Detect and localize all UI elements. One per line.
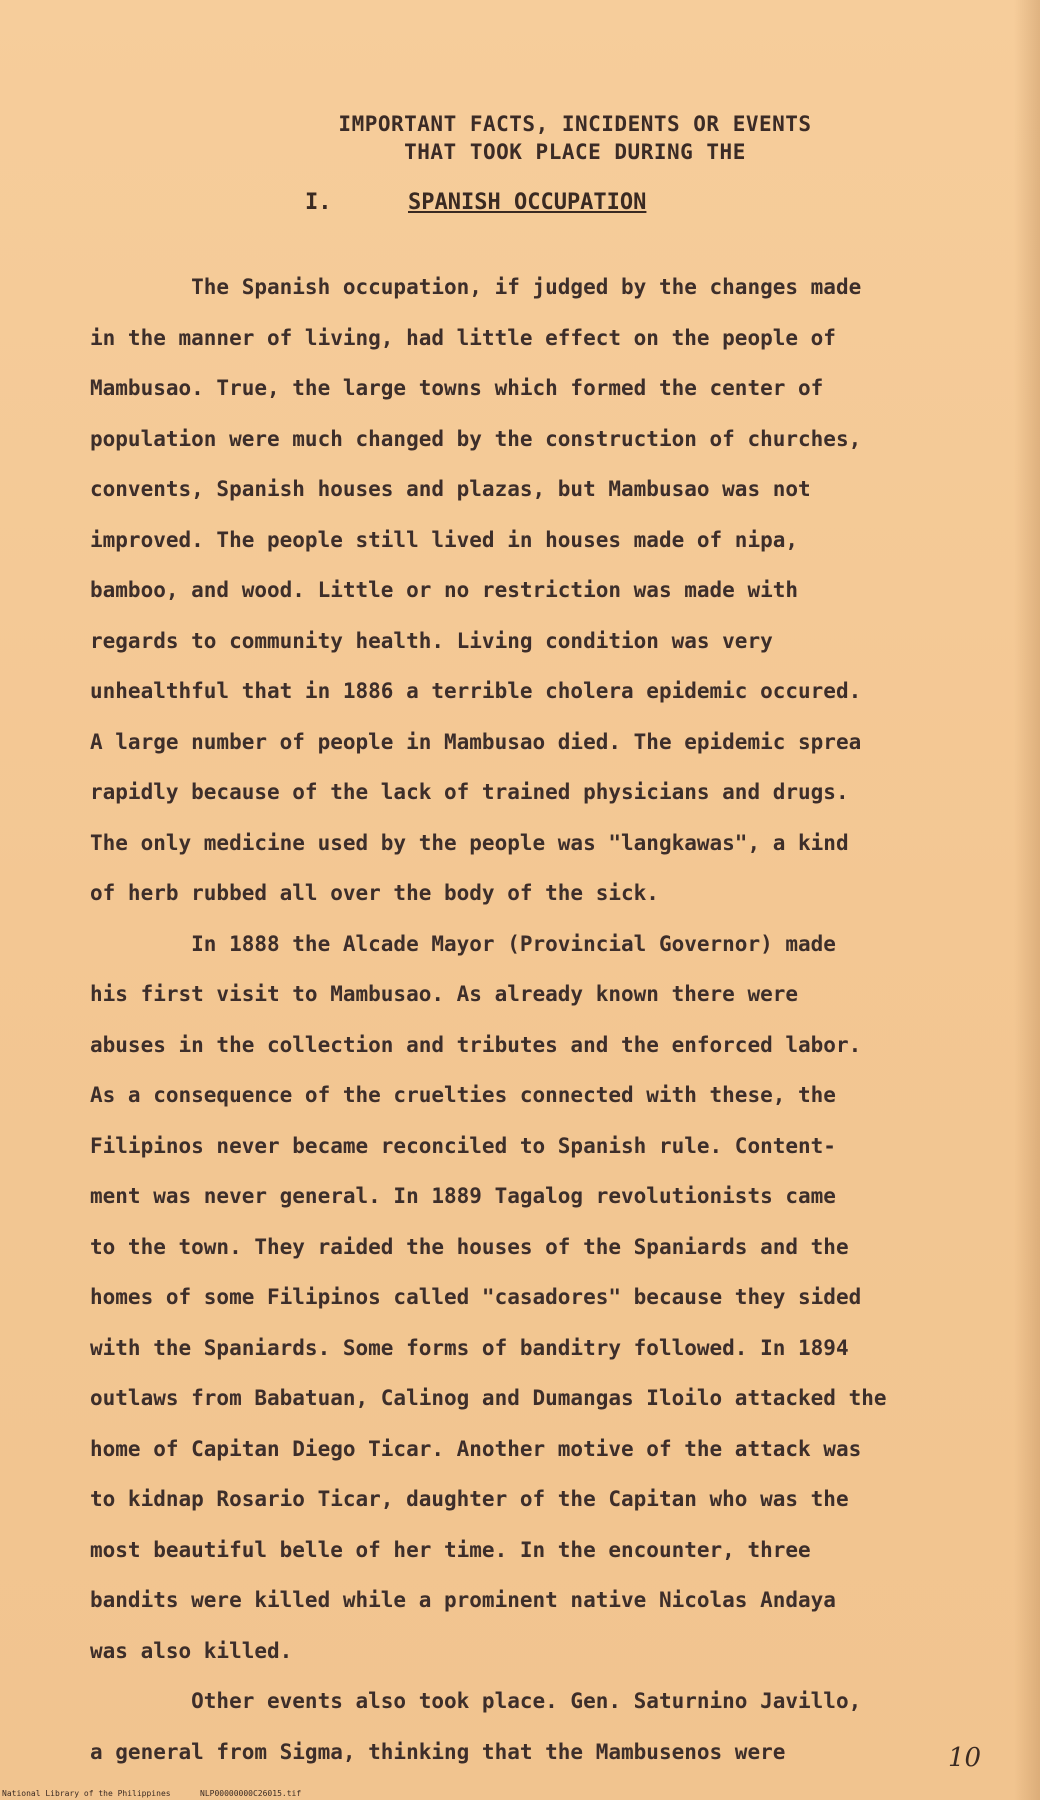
text-line: ment was never general. In 1889 Tagalog revolutionists came xyxy=(90,1184,836,1208)
text-line: unhealthful that in 1886 a terrible cholera epidemic occured. xyxy=(90,679,862,703)
text-line: most beautiful belle of her time. In the encounter, three xyxy=(90,1537,811,1562)
section-number: I. xyxy=(305,190,332,215)
text-line: home of Capitan Diego Ticar. Another motive of the attack was xyxy=(90,1436,862,1461)
text-line: was also killed. xyxy=(90,1638,293,1663)
text-line: Filipinos never became reconciled to Spanish rule. Content- xyxy=(90,1133,836,1158)
text-line: his first visit to Mambusao. As already known there were xyxy=(90,982,799,1006)
text-line: As a consequence of the cruelties connected with these, the xyxy=(90,1083,836,1107)
text-line: to kidnap Rosario Ticar, daughter of the Capitan who was the xyxy=(90,1487,849,1511)
handwritten-page-number: 10 xyxy=(948,1743,982,1773)
text-line: of herb rubbed all over the body of the sick. xyxy=(90,881,659,905)
text-line: In 1888 the Alcade Mayor (Provincial Governor) made xyxy=(90,931,836,956)
text-line: abuses in the collection and tributes and the enforced labor. xyxy=(90,1032,862,1057)
section-title: SPANISH OCCUPATION xyxy=(408,190,647,215)
text-line: improved. The people still lived in houses made of nipa, xyxy=(90,527,799,552)
text-line: bamboo, and wood. Little or no restriction was made with xyxy=(90,578,799,602)
text-line: to the town. They raided the houses of the Spaniards and the xyxy=(90,1234,849,1259)
text-line: Other events also took place. Gen. Saturnino Javillo, xyxy=(90,1689,862,1713)
text-line: population were much changed by the construction of churches, xyxy=(90,426,862,451)
text-line: regards to community health. Living condition was very xyxy=(90,628,773,653)
text-line: A large number of people in Mambusao died. The epidemic sprea xyxy=(90,729,862,754)
text-line: The Spanish occupation, if judged by the changes made xyxy=(90,275,862,299)
footer-file-id: NLP00000000C26015.tif xyxy=(200,1789,302,1798)
heading-line-2: THAT TOOK PLACE DURING THE xyxy=(404,140,746,164)
text-line: in the manner of living, had little effect on the people of xyxy=(90,325,836,350)
text-line: The only medicine used by the people was "langkawas", a kind xyxy=(90,830,849,855)
footer-library: National Library of the Philippines xyxy=(2,1789,171,1798)
text-line: convents, Spanish houses and plazas, but Mambusao was not xyxy=(90,477,811,501)
text-line: with the Spaniards. Some forms of banditry followed. In 1894 xyxy=(90,1335,849,1360)
heading-line-1: IMPORTANT FACTS, INCIDENTS OR EVENTS xyxy=(338,112,812,136)
text-line: outlaws from Babatuan, Calinog and Dumangas Iloilo attacked the xyxy=(90,1386,887,1410)
text-line: a general from Sigma, thinking that the Mambusenos were xyxy=(90,1739,786,1764)
text-line: homes of some Filipinos called "casadores" because they sided xyxy=(90,1285,862,1309)
text-line: bandits were killed while a prominent native Nicolas Andaya xyxy=(90,1588,836,1612)
body-text xyxy=(90,262,1020,1777)
text-line: rapidly because of the lack of trained physicians and drugs. xyxy=(90,780,849,804)
text-line: Mambusao. True, the large towns which formed the center of xyxy=(90,376,824,400)
